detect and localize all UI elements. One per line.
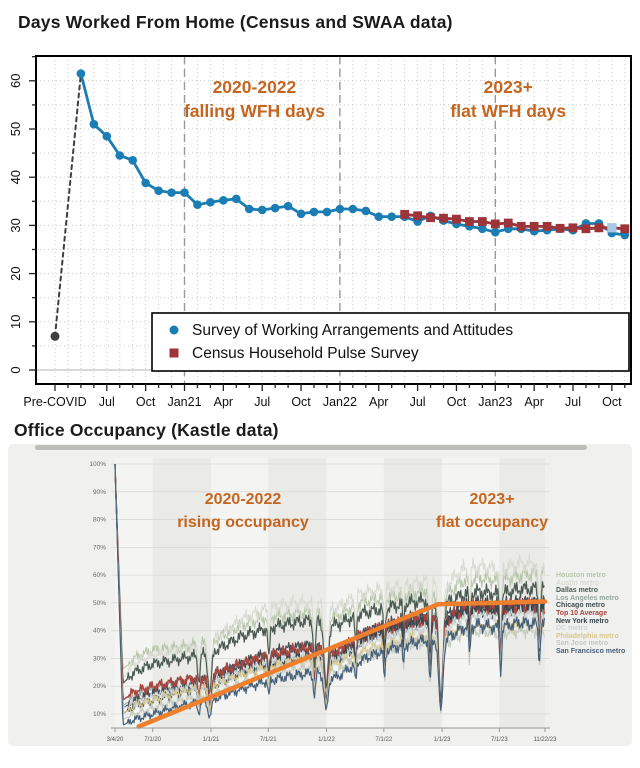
census-marker <box>452 215 461 224</box>
kastle-y-tick-label: 30% <box>92 655 106 663</box>
wfh-annotation-0: 2020-2022 <box>212 76 297 97</box>
wfh-x-tick-label: Apr <box>213 395 234 409</box>
kastle-x-tick-label: 7/1/21 <box>259 737 277 743</box>
census-marker <box>569 223 578 232</box>
swaa-marker <box>297 210 306 219</box>
census-marker <box>530 222 539 231</box>
census-marker <box>491 220 500 229</box>
census-marker <box>582 224 591 233</box>
wfh-x-tick-label: Jan22 <box>322 395 357 409</box>
swaa-series <box>77 69 630 239</box>
wfh-y-tick-label: 40 <box>8 169 23 185</box>
swaa-marker <box>193 200 202 209</box>
kastle-annotation-1: 2023+ <box>469 491 515 508</box>
census-marker <box>504 219 513 228</box>
kastle-x-tick-label: 7/1/20 <box>144 737 162 743</box>
wfh-y-tick-label: 50 <box>8 121 23 137</box>
kastle-legend <box>556 572 636 656</box>
kastle-y-tick-label: 20% <box>92 683 106 691</box>
swaa-marker <box>362 207 371 216</box>
swaa-marker <box>245 205 254 214</box>
kastle-x-tick-label: 1/1/23 <box>433 737 451 743</box>
census-marker <box>400 210 409 219</box>
kastle-legend-item-houston: Houston metro <box>556 572 606 579</box>
kastle-annotation-0: rising occupancy <box>177 514 309 531</box>
wfh-y-tick-label: 0 <box>8 366 23 374</box>
census-marker <box>556 224 565 233</box>
census-marker <box>426 213 435 222</box>
kastle-annotation-0: 2020-2022 <box>204 491 282 508</box>
swaa-marker <box>336 205 345 214</box>
swaa-marker <box>90 120 99 129</box>
kastle-x-tick-label: 1/1/22 <box>318 737 335 743</box>
kastle-legend-item-san_jose: San Jose metro <box>556 640 609 648</box>
wfh-x-tick-label: Jul <box>565 395 581 409</box>
wfh-annotation-1: 2023+ <box>483 76 533 97</box>
kastle-y-tick-label: 80% <box>92 516 106 524</box>
kastle-y-tick-label: 10% <box>92 711 106 719</box>
wfh-y-tick-label: 60 <box>8 73 23 89</box>
wfh-x-tick-label: Jan23 <box>478 395 513 409</box>
wfh-annotation-0: falling WFH days <box>183 100 325 121</box>
swaa-marker <box>180 188 189 197</box>
wfh-legend-label: Survey of Working Arrangements and Attitudes <box>192 322 514 339</box>
census-marker <box>517 222 526 231</box>
census-marker <box>543 222 552 231</box>
wfh-x-tick-label: Apr <box>369 395 389 409</box>
wfh-x-tick-label: Jul <box>98 395 115 409</box>
swaa-marker <box>128 156 137 165</box>
census-line <box>405 214 625 229</box>
swaa-marker <box>310 208 319 217</box>
census-marker <box>478 217 487 226</box>
kastle-x-tick-label: 3/4/20 <box>106 737 124 743</box>
kastle-x-tick-label: 7/1/23 <box>491 737 508 743</box>
swaa-marker <box>323 208 332 217</box>
kastle-chart-panel <box>8 444 632 746</box>
kastle-x-tick-label: 7/1/22 <box>375 737 393 743</box>
swaa-marker <box>219 196 228 205</box>
wfh-x-tick-label: Jan21 <box>167 395 202 409</box>
census-marker <box>439 214 448 223</box>
swaa-marker <box>232 195 241 204</box>
swaa-marker <box>387 212 396 221</box>
kastle-legend-item-top10: Top 10 Average <box>556 609 608 617</box>
census-marker <box>620 224 629 233</box>
panel-top-strip <box>35 445 587 450</box>
census-marker <box>595 223 604 232</box>
wfh-x-tick-label: Jul <box>409 395 426 409</box>
swaa-marker <box>349 205 358 214</box>
wfh-x-tick-label: Pre-COVID <box>23 395 87 409</box>
swaa-marker <box>154 186 163 195</box>
kastle-x-tick-label: 1/1/21 <box>202 737 220 743</box>
kastle-legend-item-dc: DC metro <box>556 625 588 633</box>
kastle-y-tick-label: 50% <box>92 599 106 607</box>
census-marker <box>465 217 474 226</box>
swaa-marker <box>167 188 176 197</box>
swaa-marker <box>374 212 383 221</box>
wfh-legend-marker <box>170 326 179 335</box>
kastle-legend-item-los_angeles: Los Angeles metro <box>556 594 619 602</box>
kastle-legend-item-philadelphia: Philadelphia metro <box>556 632 619 640</box>
kastle-legend-item-dallas: Dallas metro <box>556 587 599 595</box>
kastle-y-tick-label: 70% <box>92 544 106 552</box>
swaa-marker <box>103 132 112 141</box>
wfh-x-tick-label: Jul <box>254 395 271 409</box>
kastle-legend-item-austin: Austin metro <box>556 579 600 587</box>
wfh-chart-title: Days Worked From Home (Census and SWAA data) <box>18 12 453 32</box>
wfh-annotation-1: flat WFH days <box>450 100 567 121</box>
wfh-y-tick-label: 10 <box>8 314 23 330</box>
kastle-y-tick-label: 100% <box>89 461 106 468</box>
wfh-y-tick-label: 30 <box>8 218 23 233</box>
swaa-marker <box>284 202 293 211</box>
wfh-x-tick-label: Oct <box>446 395 467 409</box>
swaa-marker <box>491 228 500 237</box>
wfh-legend-marker <box>170 349 179 358</box>
wfh-legend <box>152 313 629 371</box>
wfh-legend-label: Census Household Pulse Survey <box>192 345 419 362</box>
swaa-marker <box>115 151 124 160</box>
kastle-chart <box>8 444 632 746</box>
wfh-x-tick-label: Oct <box>291 395 311 409</box>
swaa-marker <box>206 198 215 207</box>
kastle-y-tick-label: 60% <box>92 572 106 580</box>
kastle-y-tick-label: 90% <box>92 488 106 496</box>
wfh-chart <box>0 40 640 412</box>
wfh-x-tick-label: Oct <box>135 395 156 409</box>
wfh-y-tick-label: 20 <box>8 266 23 281</box>
precovid-marker <box>51 332 60 341</box>
kastle-legend-item-new_york: New York metro <box>556 617 609 625</box>
kastle-chart-title: Office Occupancy (Kastle data) <box>14 420 279 440</box>
kastle-y-tick-label: 40% <box>92 627 106 635</box>
census-marker <box>413 211 422 220</box>
swaa_latest-series <box>607 223 616 232</box>
kastle-legend-item-chicago: Chicago metro <box>556 602 606 610</box>
wfh-x-tick-label: Oct <box>602 395 622 409</box>
wfh-x-tick-label: Apr <box>524 395 544 409</box>
swaa-marker <box>258 206 267 215</box>
swaa-marker <box>141 179 150 188</box>
swaa-marker <box>77 69 86 78</box>
kastle-annotation-1: flat occupancy <box>435 514 549 531</box>
swaa_latest-marker <box>607 223 616 232</box>
swaa-marker <box>271 204 280 213</box>
kastle-legend-item-san_francisco: San Francisco metro <box>556 647 626 655</box>
kastle-x-tick-label: 11/22/23 <box>533 737 557 743</box>
